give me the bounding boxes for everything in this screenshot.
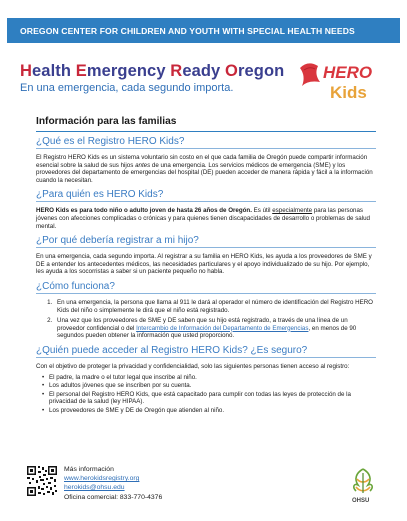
title-word-4: regon [237, 62, 285, 80]
website-link[interactable]: www.herokidsregistry.org [64, 475, 140, 483]
access-list [36, 374, 376, 415]
ohsu-label: OHSU [352, 498, 370, 504]
email-link[interactable]: herokids@ohsu.edu [64, 484, 125, 492]
access-item: • El padre, la madre o el tutor legal que inscribe al niño. [42, 374, 376, 382]
question-who-access: ¿Quién puede acceder al Registro HERO Kids? ¿Es seguro? [36, 344, 308, 356]
question-divider [36, 293, 376, 294]
hero-cape-icon [300, 63, 320, 86]
step-text: , en menos de 90 segundos pueden obtener la información que usted proporcionó. [57, 324, 357, 340]
question-how-it-works: ¿Cómo funciona? [36, 280, 115, 292]
question-why-register: ¿Por qué debería registrar a mi hijo? [36, 235, 199, 247]
step-item [54, 317, 376, 340]
access-item: • Los proveedores de SME y DE de Oregón que atienden al niño. [42, 407, 376, 415]
answer-text: Es útil [251, 207, 273, 215]
question-divider [36, 247, 376, 248]
question-divider [36, 357, 376, 358]
more-info-label: Más información [64, 466, 114, 473]
header-banner [7, 18, 400, 43]
page-subtitle: En una emergencia, cada segundo importa. [20, 82, 234, 94]
title-cap-r: R [170, 62, 183, 80]
title-cap-o: O [225, 62, 238, 80]
contact-info [64, 465, 162, 502]
answer-text: de una emergencia. Los servicios médicos de emergencia (SME) y los proveedores del departamento de emergencias del hospital (DE) pueden acceder de manera rápida y fácil a la información cuando la necesitan. [36, 161, 373, 184]
answer-emphasis: antes [135, 161, 151, 169]
footer [26, 465, 386, 505]
access-item: • El personal del Registro HERO Kids, que está capacitado para cumplir con todas las leyes de protección de la privacidad de la salud (ley HIPAA). [42, 391, 376, 406]
steps-list [36, 299, 376, 340]
title-block [20, 62, 284, 94]
logo-hero-text: HERO [323, 63, 373, 82]
question-divider [36, 201, 376, 202]
hero-kids-logo [298, 56, 386, 106]
section-divider [36, 131, 376, 132]
main-content [36, 116, 376, 417]
answer-underline: especialmente [272, 207, 313, 215]
title-cap-h: H [20, 62, 33, 80]
access-intro: Con el objetivo de proteger la privacidad y confidencialidad, solo las siguientes personas tienen acceso al registro: [36, 362, 350, 370]
logo-kids-text: Kids [330, 83, 367, 102]
step-text: Una vez que los proveedores de SME y DE saben que su hijo está registrado, a través de una línea de un proveedor confidencial o del [57, 317, 348, 332]
exchange-link[interactable]: Intercambio de Información del Departamento de Emergencias [136, 324, 309, 332]
question-for-whom: ¿Para quién es HERO Kids? [36, 189, 164, 201]
qr-code-icon[interactable] [26, 465, 58, 497]
answer-what-is [36, 154, 376, 184]
answer-text: para las personas jóvenes con afecciones complicadas o crónicas y para quienes tienen discapacidades de desarrollo o problemas de salud mental. [36, 207, 370, 230]
page-title [20, 62, 284, 81]
phone-number: Oficina comercial: 833-770-4376 [64, 493, 163, 501]
answer-why-register: En una emergencia, cada segundo importa. Al registrar a su familia en HERO Kids, les ayuda a los proveedores de SME y DE a entender los antecedentes médicos, las necesidades particulares y el apoyo individualizado de su hijo. Por ejemplo, les ayuda a los socorristas a saber si un paciente pequeño no habla. [36, 253, 372, 276]
title-cap-e: E [75, 62, 87, 80]
answer-for-whom [36, 207, 376, 230]
title-word-3: eady [182, 62, 221, 80]
question-what-is: ¿Qué es el Registro HERO Kids? [36, 136, 185, 147]
title-word-2: mergency [86, 62, 166, 80]
question-divider [36, 148, 376, 149]
answer-text: El Registro HERO Kids es un sistema voluntario sin costo en el que cada familia de Oregón puede compartir información esencial sobre la salud de sus hijos [36, 154, 368, 169]
title-word-1: ealth [32, 62, 72, 80]
banner-text: OREGON CENTER FOR CHILDREN AND YOUTH WITH SPECIAL HEALTH NEEDS [20, 25, 355, 36]
access-item: • Los adultos jóvenes que se inscriben por su cuenta. [42, 382, 376, 390]
answer-bold: HERO Kids es para todo niño o adulto joven de hasta 26 años de Oregón. [36, 207, 252, 215]
section-heading: Información para las familias [36, 116, 177, 127]
step-item: 1. En una emergencia, la persona que llama al 911 le dará al operador el número de identificación del Registro HERO Kids del niño o simplemente le dirá que el niño está registrado. [54, 299, 376, 314]
